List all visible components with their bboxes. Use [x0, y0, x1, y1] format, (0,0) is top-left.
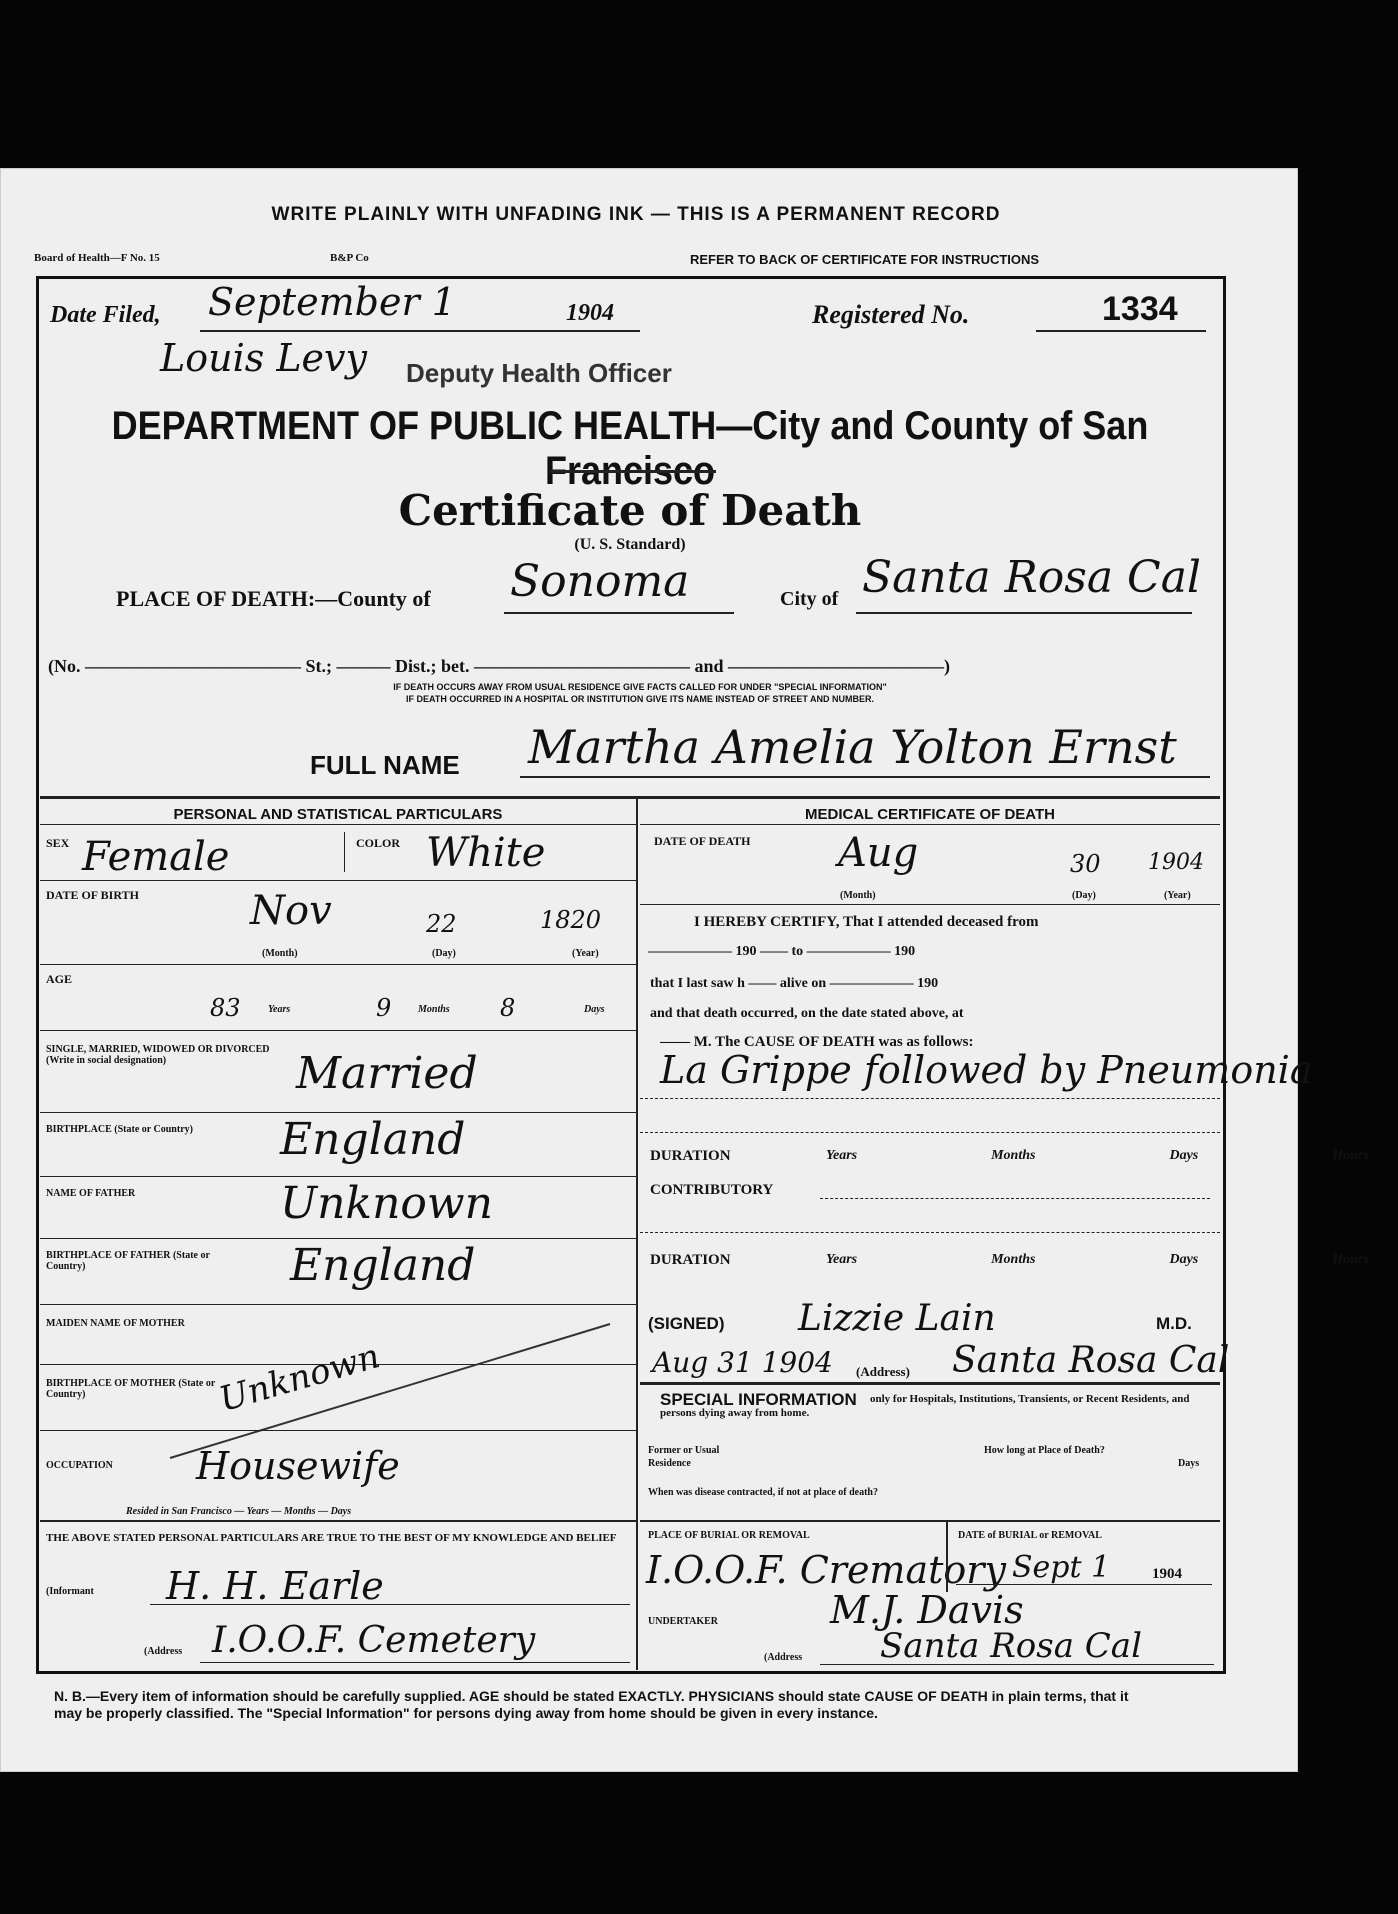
officer-signature: Louis Levy [160, 336, 367, 380]
undertaker-label: UNDERTAKER [648, 1616, 719, 1627]
permanent-record-warning: WRITE PLAINLY WITH UNFADING INK — THIS IS A PERMANENT RECORD [271, 204, 1001, 225]
street-line: (No. ———————————— St.; ——— Dist.; bet. ———————————— and ————————————) [48, 656, 950, 676]
physician-address: Santa Rosa Cal [952, 1340, 1230, 1381]
dod-month: Aug [838, 830, 919, 876]
age-label: AGE [46, 972, 73, 986]
cause-value: La Grippe followed by Pneumonia [660, 1048, 1313, 1092]
mother-birthplace-value: Unknown [214, 1336, 385, 1420]
occupation-value: Housewife [196, 1444, 400, 1488]
dod-day: 30 [1070, 850, 1101, 878]
residence-note-2: IF DEATH OCCURRED IN A HOSPITAL OR INSTITUTION GIVE ITS NAME INSTEAD OF STREET AND NUMBER. [405, 694, 874, 704]
burial-year: 1904 [1152, 1566, 1182, 1582]
medical-heading: MEDICAL CERTIFICATE OF DEATH [805, 806, 1055, 823]
footer-note: N. B.—Every item of information should be carefully supplied. AGE should be stated EXACTLY. PHYSICIANS should state CAUSE OF DEATH in plain terms, that it may be properly classified. The "Special Information" for persons dying away from home should be given in every instance. [54, 1688, 1129, 1721]
year-caption: (Year) [572, 948, 599, 959]
marital-value: Married [296, 1048, 478, 1099]
special-days-label: Days [1178, 1458, 1200, 1469]
dod-day-caption: (Day) [1072, 890, 1096, 901]
days-caption: Days [584, 1004, 605, 1015]
officer-title: Deputy Health Officer [406, 358, 672, 388]
mother-birthplace-label: BIRTHPLACE OF MOTHER (State or Country) [46, 1378, 216, 1400]
full-name-value: Martha Amelia Yolton Ernst [528, 720, 1177, 774]
registered-label: Registered No. [812, 300, 970, 329]
death-occurred-line: and that death occurred, on the date stated above, at [650, 1006, 964, 1021]
department-title: DEPARTMENT OF PUBLIC HEALTH—City and County of San Francisco [111, 404, 1149, 493]
birthplace-label: BIRTHPLACE (State or Country) [46, 1124, 193, 1135]
dob-year: 1820 [540, 906, 602, 934]
personal-heading: PERSONAL AND STATISTICAL PARTICULARS [173, 806, 503, 823]
day-caption: (Day) [432, 948, 456, 959]
date-filed-value: September 1 [208, 280, 456, 324]
undertaker-address: Santa Rosa Cal [880, 1626, 1142, 1666]
certificate-title: Certificate of Death [398, 486, 862, 535]
marital-label: SINGLE, MARRIED, WIDOWED OR DIVORCED (Write in social designation) [46, 1044, 270, 1066]
month-caption: (Month) [262, 948, 298, 959]
resided-label: Resided in San Francisco — Years — Months — Days [126, 1506, 352, 1517]
dob-month: Nov [250, 888, 332, 934]
burial-place: I.O.O.F. Crematory [646, 1548, 1006, 1592]
full-name-label: FULL NAME [310, 750, 460, 780]
duration-units-2: Years Months Days Hours [826, 1252, 1369, 1267]
from-to-line: —————— 190 —— to —————— 190 [648, 944, 916, 959]
occupation-label: OCCUPATION [46, 1460, 113, 1471]
physician-address-label: (Address) [856, 1364, 910, 1379]
city-value: Santa Rosa Cal [862, 552, 1202, 603]
cause-label: —— M. The CAUSE OF DEATH was as follows: [660, 1034, 974, 1050]
informant-address: I.O.O.F. Cemetery [212, 1620, 536, 1661]
father-birthplace-label: BIRTHPLACE OF FATHER (State or Country) [46, 1250, 210, 1272]
birthplace-value: England [280, 1114, 466, 1165]
duration-label-1: DURATION [650, 1148, 731, 1164]
printer-mark: B&P Co [330, 252, 369, 264]
dob-day: 22 [426, 910, 457, 938]
informant-address-label: (Address [144, 1646, 183, 1657]
dod-month-caption: (Month) [840, 890, 876, 901]
residence-note-1: IF DEATH OCCURS AWAY FROM USUAL RESIDENCE GIVE FACTS CALLED FOR UNDER "SPECIAL INFORMATION" [393, 682, 887, 692]
date-filed-year: 1904 [566, 300, 614, 326]
former-residence-label: Former or Usual Residence [648, 1445, 720, 1469]
special-heading-rest: only for Hospitals, Institutions, Transients, or Recent Residents, and persons dying away from home. [660, 1393, 1190, 1419]
undertaker-address-label: (Address [764, 1652, 803, 1663]
burial-date: Sept 1 [1012, 1550, 1111, 1585]
refer-instructions: REFER TO BACK OF CERTIFICATE FOR INSTRUCTIONS [690, 252, 1040, 267]
signed-date: Aug 31 1904 [652, 1346, 833, 1379]
years-caption: Years [268, 1004, 291, 1015]
contracted-label: When was disease contracted, if not at place of death? [648, 1487, 878, 1498]
dod-year: 1904 [1148, 850, 1204, 875]
dod-year-caption: (Year) [1164, 890, 1191, 901]
dob-label: DATE OF BIRTH [46, 888, 139, 902]
father-label: NAME OF FATHER [46, 1188, 136, 1199]
sex-label: SEX [46, 836, 70, 850]
age-years: 83 [210, 994, 241, 1022]
city-label: City of [780, 588, 839, 610]
certify-text: I HEREBY CERTIFY, That I attended deceased from [694, 914, 1039, 930]
sex-value: Female [82, 834, 230, 880]
duration-label-2: DURATION [650, 1252, 731, 1268]
months-caption: Months [418, 1004, 450, 1015]
signed-label: (SIGNED) [648, 1314, 725, 1333]
certificate-paper [0, 168, 1369, 1772]
dod-label: DATE OF DEATH [654, 834, 751, 848]
age-days: 8 [500, 994, 516, 1022]
registered-number: 1334 [1102, 290, 1178, 328]
contributory-label: CONTRIBUTORY [650, 1182, 774, 1198]
informant-statement: THE ABOVE STATED PERSONAL PARTICULARS ARE TRUE TO THE BEST OF MY KNOWLEDGE AND BELIEF [46, 1532, 617, 1544]
how-long-label: How long at Place of Death? [984, 1445, 1105, 1456]
father-value: Unknown [280, 1178, 493, 1229]
county-value: Sonoma [510, 556, 690, 607]
informant-name: H. H. Earle [166, 1564, 384, 1608]
date-filed-label: Date Filed, [50, 302, 161, 328]
informant-label: (Informant [46, 1586, 94, 1597]
place-of-death-label: PLACE OF DEATH:—County of [116, 586, 431, 611]
burial-date-label: DATE of BURIAL or REMOVAL [958, 1530, 1102, 1541]
last-saw-line: that I last saw h —— alive on —————— 190 [650, 976, 939, 991]
certificate-subtitle: (U. S. Standard) [574, 536, 686, 553]
mother-label: MAIDEN NAME OF MOTHER [46, 1318, 185, 1329]
duration-units-1: Years Months Days Hours [826, 1148, 1369, 1163]
undertaker-name: M.J. Davis [830, 1588, 1024, 1632]
color-label: COLOR [356, 836, 401, 850]
physician-signature: Lizzie Lain [798, 1298, 996, 1339]
md-label: M.D. [1156, 1314, 1192, 1333]
color-value: White [426, 830, 546, 876]
father-birthplace-value: England [290, 1240, 476, 1291]
special-heading: SPECIAL INFORMATION [660, 1390, 857, 1409]
burial-place-label: PLACE OF BURIAL OR REMOVAL [648, 1530, 810, 1541]
age-months: 9 [376, 994, 392, 1022]
form-number: Board of Health—F No. 15 [34, 252, 160, 264]
